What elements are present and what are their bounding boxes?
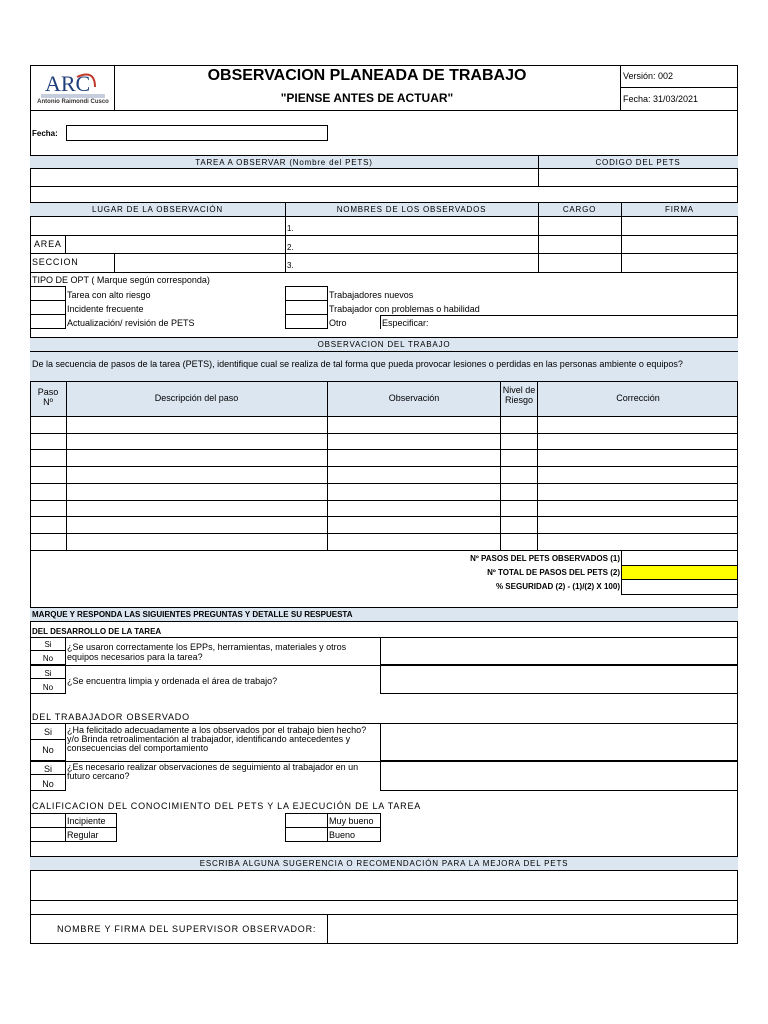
option-regular: Regular <box>67 830 99 840</box>
especificar-label: Especificar: <box>382 318 429 328</box>
seguridad-input[interactable] <box>622 580 737 593</box>
option-trabajadores-nuevos: Trabajadores nuevos <box>329 290 414 300</box>
fecha-input[interactable] <box>66 125 328 141</box>
question-4: ¿Es necesario realizar observaciones de seguimiento al trabajador en un futuro cercano? <box>67 762 359 781</box>
q1-si-label: Si <box>44 640 52 649</box>
checkbox-otro[interactable] <box>285 314 328 329</box>
q1-no-label: No <box>42 654 54 663</box>
table-row[interactable] <box>30 533 738 534</box>
observed-number-2: 2. <box>287 243 294 252</box>
area-input[interactable] <box>66 236 284 252</box>
observed-number-3: 3. <box>287 261 294 270</box>
observacion-header: OBSERVACION DEL TRABAJO <box>317 340 451 349</box>
option-incipiente: Incipiente <box>67 816 106 826</box>
form-frame <box>30 65 738 944</box>
q2-no-label: No <box>42 683 54 692</box>
q3-no-label: No <box>42 745 54 755</box>
q1-answer[interactable] <box>380 637 738 665</box>
option-tarea-alto-riesgo: Tarea con alto riesgo <box>67 290 151 300</box>
q3-si-label: Si <box>43 727 52 737</box>
seccion-input[interactable] <box>115 254 284 271</box>
codigo-input[interactable] <box>539 169 737 186</box>
total-pasos-input[interactable] <box>622 566 737 579</box>
summary-total-pasos: Nº TOTAL DE PASOS DEL PETS (2) <box>487 568 620 577</box>
form-subtitle: "PIENSE ANTES DE ACTUAR" <box>280 91 454 105</box>
col-descripcion: Descripción del paso <box>154 393 239 403</box>
lugar-header: LUGAR DE LA OBSERVACIÓN <box>91 205 224 214</box>
option-trabajador-problemas: Trabajador con problemas o habilidad <box>329 304 480 314</box>
col-observacion: Observación <box>388 393 440 403</box>
question-3: ¿Ha felicitado adecuadamente a los observados por el trabajo bien hecho? y/o Brinda retroalimentación al trabajador, identificando antecedentes y consecuencias del comportamiento <box>67 725 367 753</box>
calificacion-title: CALIFICACION DEL CONOCIMIENTO DEL PETS Y LA EJECUCIÓN DE LA TAREA <box>32 801 422 811</box>
table-row[interactable] <box>30 516 738 517</box>
sugerencia-input[interactable] <box>31 871 737 900</box>
tarea-input[interactable] <box>31 169 537 186</box>
desarrollo-header: DEL DESARROLLO DE LA TAREA <box>32 627 162 636</box>
trabajador-header: DEL TRABAJADOR OBSERVADO <box>32 712 190 722</box>
q4-si-label: Si <box>43 764 52 774</box>
q3-answer[interactable] <box>380 723 738 761</box>
option-otro: Otro <box>329 318 347 328</box>
seccion-label: SECCION <box>32 257 79 267</box>
version-label: Versión: 002 <box>623 71 674 81</box>
col-correccion: Corrección <box>616 393 660 403</box>
option-incidente-frecuente: Incidente frecuente <box>67 304 144 314</box>
checkbox-incipiente[interactable] <box>30 813 66 828</box>
table-row[interactable] <box>30 466 738 467</box>
checkbox-trabajadores-nuevos[interactable] <box>285 286 328 301</box>
q4-answer[interactable] <box>380 761 738 791</box>
questions-header: MARQUE Y RESPONDA LAS SIGUIENTES PREGUNTAS Y DETALLE SU RESPUESTA <box>32 610 353 619</box>
question-1: ¿Se usaron correctamente los EPPs, herramientas, materiales y otros equipos necesarios para la tarea? <box>67 642 347 662</box>
observed-number-1: 1. <box>287 224 294 233</box>
col-nivel-riesgo: Nivel de Riesgo <box>502 385 536 405</box>
col-paso: Paso Nº <box>37 387 59 407</box>
table-row[interactable] <box>30 433 738 434</box>
table-row[interactable] <box>30 483 738 484</box>
form-title: OBSERVACION PLANEADA DE TRABAJO <box>207 67 527 84</box>
q2-si-label: Si <box>44 669 52 678</box>
tipo-opt-title: TIPO DE OPT ( Marque según corresponda) <box>32 275 210 285</box>
question-2: ¿Se encuentra limpia y ordenada el área de trabajo? <box>67 676 278 686</box>
checkbox-bueno[interactable] <box>285 827 328 842</box>
table-row[interactable] <box>30 449 738 450</box>
supervisor-signature-input[interactable] <box>328 915 737 943</box>
option-actualizacion-pets: Actualización/ revisión de PETS <box>67 318 195 328</box>
instruction-text: De la secuencia de pasos de la tarea (PETS), identifique cual se realiza de tal forma que pueda provocar lesiones o perdidas en las personas ambiente o equipos? <box>32 359 683 369</box>
tarea-header: TAREA A OBSERVAR (Nombre del PETS) <box>195 158 373 167</box>
cargo-header: CARGO <box>562 205 597 214</box>
logo-caption: Antonio Raimondi Cusco <box>37 99 109 105</box>
logo-letters: ARC <box>45 71 91 96</box>
checkbox-incidente-frecuente[interactable] <box>30 300 66 315</box>
company-logo <box>33 67 113 108</box>
header-date: Fecha: 31/03/2021 <box>623 94 699 104</box>
sugerencia-header: ESCRIBA ALGUNA SUGERENCIA O RECOMENDACIÓN PARA LA MEJORA DEL PETS <box>199 859 569 868</box>
firma-header: FIRMA <box>665 205 694 214</box>
checkbox-tarea-alto-riesgo[interactable] <box>30 286 66 301</box>
checkbox-trabajador-problemas[interactable] <box>285 300 328 315</box>
checkbox-muy-bueno[interactable] <box>285 813 328 828</box>
fecha-label: Fecha: <box>32 129 58 138</box>
summary-seguridad: % SEGURIDAD (2) - (1)/(2) X 100) <box>495 582 620 591</box>
checkbox-regular[interactable] <box>30 827 66 842</box>
area-label: AREA <box>34 239 62 249</box>
option-muy-bueno: Muy bueno <box>329 816 374 826</box>
option-bueno: Bueno <box>329 830 356 840</box>
pasos-observados-input[interactable] <box>622 551 737 564</box>
q4-no-label: No <box>42 779 54 789</box>
summary-pasos-observados: Nº PASOS DEL PETS OBSERVADOS (1) <box>470 554 620 563</box>
checkbox-actualizacion-pets[interactable] <box>30 314 66 329</box>
supervisor-label: NOMBRE Y FIRMA DEL SUPERVISOR OBSERVADOR: <box>57 924 317 934</box>
codigo-header: CODIGO DEL PETS <box>595 158 681 167</box>
table-row[interactable] <box>30 500 738 501</box>
q2-answer[interactable] <box>380 665 738 694</box>
especificar-input[interactable] <box>432 316 737 329</box>
nombres-header: NOMBRES DE LOS OBSERVADOS <box>336 205 487 214</box>
